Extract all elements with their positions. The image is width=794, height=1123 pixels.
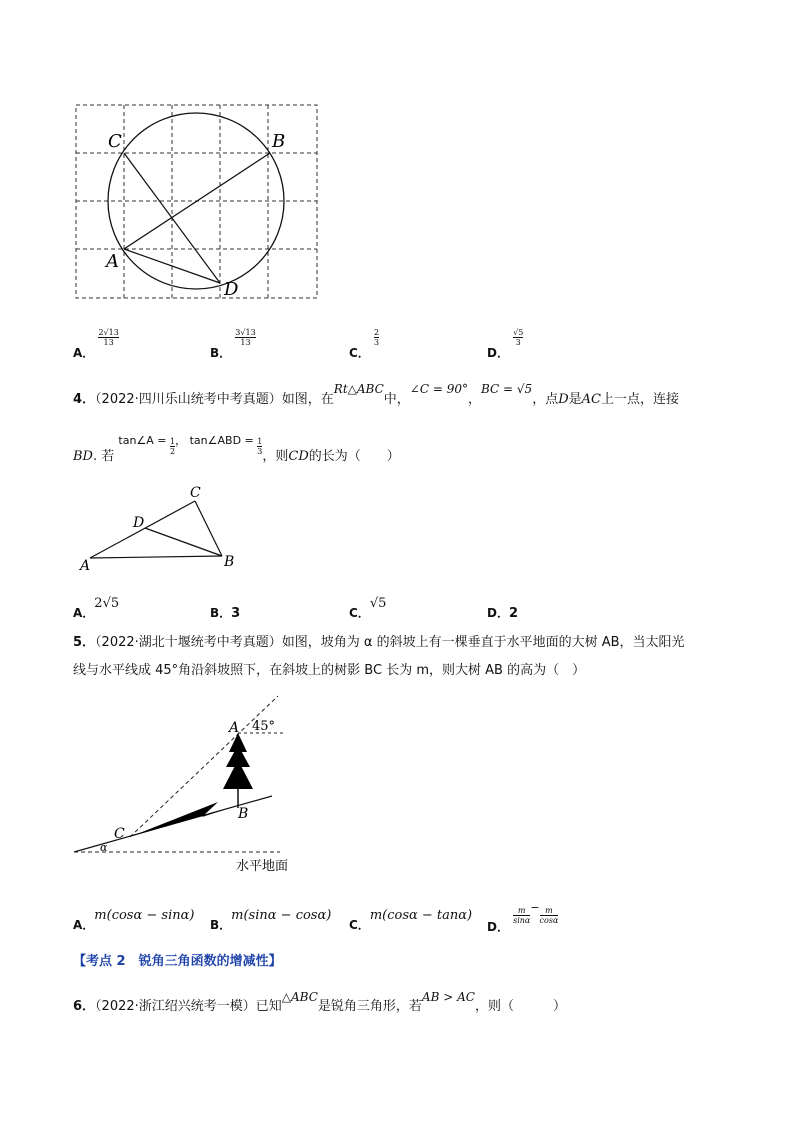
q4-tan-abd-num: 1 — [257, 437, 263, 446]
q4-tan-a-den: 2 — [170, 447, 176, 456]
q4-option-a[interactable] — [73, 596, 120, 623]
q5-option-d-den2: cosα — [539, 916, 559, 925]
q5-stem-line2 — [73, 662, 585, 680]
q5-label-B: B — [238, 806, 249, 822]
q5-option-d-minus: − — [530, 901, 540, 914]
q4-text2: 中， — [383, 392, 410, 407]
q5-option-b[interactable] — [210, 908, 332, 935]
q4-segment-ac: AC — [581, 392, 601, 407]
q6-number: 6． — [73, 999, 96, 1014]
q5-label-A: A — [229, 720, 240, 736]
q3-label-A: A — [106, 251, 119, 272]
q3-option-c-value — [374, 328, 379, 347]
q4-option-a-value: 2√5 — [94, 596, 120, 611]
q5-number: 5． — [73, 635, 96, 650]
q5-label-angle45: 45° — [252, 719, 276, 734]
q4-option-c[interactable] — [349, 596, 387, 623]
q4-source: （2022·四川乐山统考中考真题） — [95, 392, 282, 407]
q3-option-a-num: 2√13 — [98, 328, 119, 337]
q4-comma2: ， — [175, 434, 187, 447]
q4-stem-line2 — [73, 434, 400, 472]
q4-option-d-letter: D． — [487, 606, 509, 620]
q4-option-b-letter: B． — [210, 606, 232, 620]
q5-option-a-value: m(cosα − sinα) — [94, 908, 195, 923]
q3-option-d-num: √5 — [513, 328, 524, 337]
q3-option-b[interactable] — [210, 322, 256, 360]
q4-angle-c: ∠C = 90° — [409, 382, 468, 396]
q3-label-C: C — [108, 131, 122, 152]
q4-tan-abd-den: 3 — [257, 447, 263, 456]
q5-line2: 线与水平线成 45°角沿斜坡照下，在斜坡上的树影 BC 长为 m，则大树 AB 的高为（ ） — [73, 663, 586, 678]
q3-option-c[interactable] — [349, 322, 380, 360]
q5-option-d-letter: D． — [487, 920, 509, 934]
q3-option-b-letter: B． — [210, 346, 232, 360]
q5-option-d-num1: m — [517, 906, 526, 915]
q3-label-B: B — [272, 131, 286, 152]
q3-option-d[interactable] — [487, 322, 524, 360]
q5-label-C: C — [114, 826, 125, 842]
q4-option-a-letter: A． — [73, 606, 95, 620]
q4-label-C: C — [190, 485, 201, 501]
q3-option-a[interactable] — [73, 322, 119, 360]
q5-option-b-letter: B． — [210, 918, 232, 932]
q5-stem-line1 — [73, 634, 685, 652]
q5-slope-tree-figure — [70, 690, 310, 880]
q5-option-a[interactable] — [73, 908, 195, 935]
q3-option-a-den: 13 — [103, 338, 114, 347]
q3-option-b-num: 3√13 — [235, 328, 256, 337]
q3-option-d-letter: D． — [487, 346, 509, 360]
q4-rt-triangle: Rt△ABC — [333, 382, 384, 396]
q3-option-b-den: 13 — [240, 338, 251, 347]
q4-segment-cd: CD — [288, 449, 309, 464]
q4-text3: ，点 — [532, 392, 559, 407]
q4-text5: 上一点，连接 — [601, 392, 680, 407]
q6-text3: ，则（ ） — [474, 999, 566, 1014]
q3-option-b-value — [235, 328, 255, 347]
q4-triangle-figure — [78, 482, 248, 574]
q5-option-a-letter: A． — [73, 918, 95, 932]
q3-option-c-den: 3 — [373, 338, 380, 347]
q3-option-c-num: 2 — [373, 328, 380, 337]
q4-text1: 如图，在 — [281, 392, 334, 407]
q5-option-d-den1: sinα — [513, 916, 531, 925]
q3-circle-grid-figure — [60, 95, 330, 305]
q3-option-d-value — [513, 328, 523, 347]
q5-source: （2022·湖北十堰统考中考真题） — [95, 635, 282, 650]
q6-text1: 已知 — [255, 999, 282, 1014]
q4-stem-line1 — [73, 382, 680, 409]
q4-point-d: D — [558, 392, 569, 407]
q4-segment-bd: BD — [73, 449, 93, 464]
q5-option-d-num2: m — [545, 906, 553, 915]
q5-option-c-letter: C． — [349, 918, 370, 932]
q4-option-b[interactable] — [210, 604, 240, 623]
q4-option-c-letter: C． — [349, 606, 370, 620]
q6-triangle: △ABC — [281, 990, 318, 1004]
q5-label-ground: 水平地面 — [236, 859, 289, 874]
q4-tan-a-num: 1 — [170, 437, 176, 446]
q4-label-A: A — [80, 558, 91, 574]
q4-tan-abd-label: tan∠ABD = — [189, 434, 254, 447]
q4-option-d-value: 2 — [508, 606, 519, 621]
q4-text4: 是 — [568, 392, 582, 407]
q5-option-b-value: m(sinα − cosα) — [231, 908, 332, 923]
q3-option-a-value — [98, 328, 118, 347]
q4-tan-a — [118, 432, 262, 456]
q6-stem — [73, 990, 566, 1016]
q4-text6: . 若 — [92, 449, 115, 464]
q4-label-D: D — [133, 515, 145, 531]
q5-option-c-value: m(cosα − tanα) — [369, 908, 473, 923]
q5-option-d[interactable] — [487, 900, 559, 934]
q6-source: （2022·浙江绍兴统考一模） — [95, 999, 256, 1014]
q4-tan-a-label: tan∠A = — [118, 434, 167, 447]
q5-option-c[interactable] — [349, 908, 473, 935]
q4-bc-value: BC = √5 — [481, 382, 533, 396]
q4-number: 4． — [73, 392, 96, 407]
q3-option-c-letter: C． — [349, 346, 370, 360]
q5-line1: 如图，坡角为 α 的斜坡上有一棵垂直于水平地面的大树 AB，当太阳光 — [281, 635, 685, 650]
q4-comma1: ， — [467, 392, 481, 407]
section-heading-kaodian2: 【考点 2 锐角三角函数的增减性】 — [73, 954, 282, 969]
q6-condition: AB > AC — [421, 990, 475, 1004]
q3-label-D: D — [224, 279, 239, 300]
q4-text8: 的长为（ ） — [308, 449, 400, 464]
q3-option-d-den: 3 — [515, 338, 521, 347]
q4-label-B: B — [224, 554, 235, 570]
q4-option-d[interactable] — [487, 604, 518, 623]
q3-option-a-letter: A． — [73, 346, 95, 360]
q6-text2: 是锐角三角形，若 — [317, 999, 422, 1014]
q4-option-c-value: √5 — [369, 596, 387, 611]
q4-option-b-value: 3 — [231, 606, 241, 621]
q4-text7: ，则 — [262, 449, 289, 464]
q5-label-alpha: α — [100, 841, 108, 854]
